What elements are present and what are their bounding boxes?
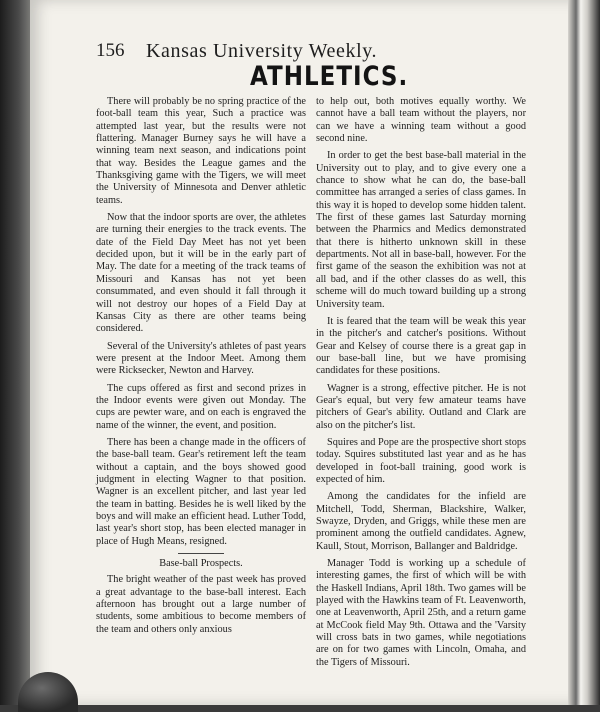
left-column (96, 96, 306, 641)
paragraph: Among the candidates for the infield are Mitchell, Todd, Sherman, Blackshire, Walker, Swayze, Dryden, and Griggs, while these men are prominent among the outfield candidates. Agnew, Kaull, Stout, Morrison, Ballanger and Baldridge. (316, 491, 526, 552)
paragraph: Now that the indoor sports are over, the athletes are turning their energies to the track events. The date of the Field Day Meet has not yet been decided upon, but it will be in the early part of May. The date for a meeting of the track teams of Missouri and Kansas has not yet been consummated, and even should it fall through it will not destroy our hopes of a Field Day at Kansas City as there are other teams being considered. (96, 212, 306, 335)
section-title: ATHLETICS. (250, 62, 409, 92)
scan-right-edge (568, 0, 600, 705)
page-header (96, 40, 426, 64)
paragraph: There will probably be no spring practice of the foot-ball team this year, Such a practice was attempted last year, but the results were not flattering. Manager Burney says he will have a winning team next season, and indications point that way. Besides the League games and the Thanksgiving game with the Tigers, we will meet the University of Minnesota and Denver athletic teams. (96, 96, 306, 206)
paragraph: Manager Todd is working up a schedule of interesting games, the first of which will be with the Haskell Indians, April 18th. Two games will be played with the Hawkins team of Ft. Leavenworth, one at Leavenworth, April 25th, and a return game at McCook field May 9th. Ottawa and the 'Varsity will cross bats in two games, while negotiations are on for two games with Lincoln, Omaha, and the Tigers of Missouri. (316, 558, 526, 668)
subheading: Base-ball Prospects. (159, 558, 243, 570)
paragraph: The bright weather of the past week has proved a great advantage to the base-ball interest. Each afternoon has brought out a large number of students, some ambitious to become members of the team and others only anxious (96, 574, 306, 635)
paragraph: It is feared that the team will be weak this year in the pitcher's and catcher's positions. Without Gear and Kelsey of course there is a great gap in our base-ball line, but we have promising candidates for these positions. (316, 315, 526, 377)
paragraph: to help out, both motives equally worthy. We cannot have a ball team without the players, nor can we have a winning team without a good second nine. (316, 96, 526, 145)
divider (178, 553, 224, 554)
paragraph: In order to get the best base-ball material in the University out to play, and to give every one a chance to show what he can do, the base-ball committee has arranged a series of class games. In this way it is hoped to develop some hidden talent. The first of these games last Saturday morning between the Pharmics and Medics demonstrated that there is hitherto unknown skill in these departments. Not all in base-ball, however. For the first game of the season the exhibition was not at all bad, and if the other classes do as well, this scheme will do much toward building up a strong University team. (316, 150, 526, 310)
running-title: Kansas University Weekly. (146, 40, 378, 62)
right-column (316, 96, 526, 674)
paragraph: Wagner is a strong, effective pitcher. He is not Gear's equal, but very few amateur teams have pitchers of Gear's ability. Outland and Clark are also on the pitcher's list. (316, 382, 526, 431)
page-number: 156 (96, 40, 125, 61)
paragraph: The cups offered as first and second prizes in the Indoor events were given out Monday. The cups are pewter ware, and on each is engraved the name of the winner, the event, and position. (96, 382, 306, 431)
paragraph: Several of the University's athletes of past years were present at the Indoor Meet. Among them were Ricksecker, Newton and Harvey. (96, 340, 306, 377)
paragraph: There has been a change made in the officers of the base-ball team. Gear's retirement left the team without a captain, and the boys showed good judgment in electing Wagner to that position. Wagner is an excellent pitcher, and last year led the team in batting. Besides he is well liked by the boys and will make an efficient head. Luther Todd, last year's short stop, has been elected manager in place of Hugh Means, resigned. (96, 436, 306, 547)
scan-left-edge (0, 0, 34, 705)
paragraph: Squires and Pope are the prospective short stops today. Squires substituted last year and as he has developed in foot-ball training, good work is expected of him. (316, 436, 526, 485)
